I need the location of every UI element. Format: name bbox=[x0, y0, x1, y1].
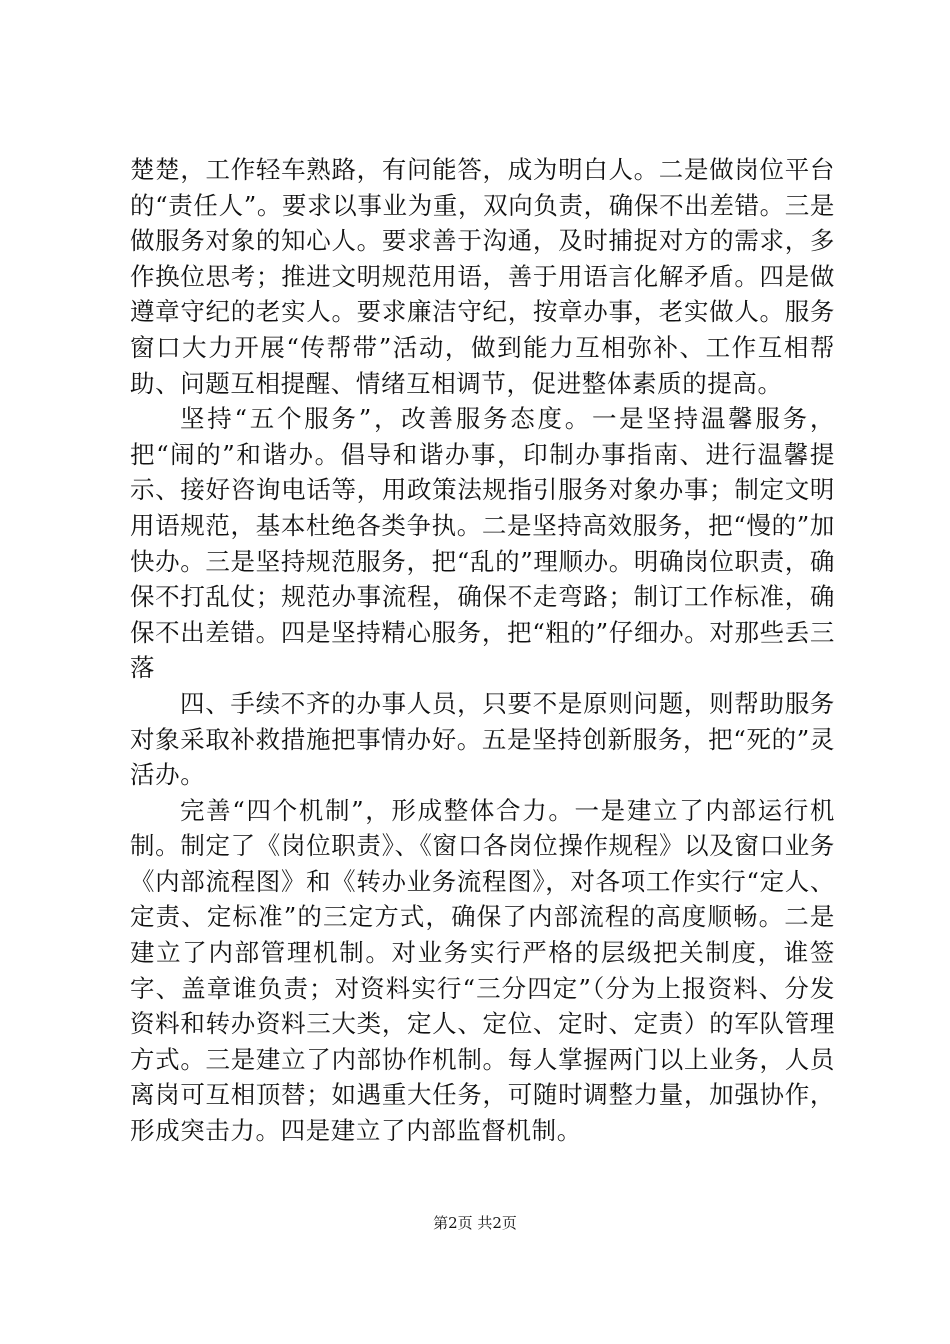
paragraph-four-mechanisms: 完善“四个机制”，形成整体合力。一是建立了内部运行机制。制定了《岗位职责》、《窗口各岗位操作规程》以及窗口业务《内部流程图》和《转办业务流程图》，对各项工作实行“定人、定责、定标准”的三定方式，确保了内部流程的高度顺畅。二是建立了内部管理机制。对业务实行严格的层级把关制度，谁签字、盖章谁负责；对资料实行“三分四定”（分为上报资料、分发资料和转办资料三大类，定人、定位、定时、定责）的军队管理方式。三是建立了内部协作机制。每人掌握两门以上业务，人员离岗可互相顶替；如遇重大任务，可随时调整力量，加强协作，形成突击力。四是建立了内部监督机制。 bbox=[130, 795, 835, 1146]
page-number-footer: 第2页 共2页 bbox=[433, 1214, 517, 1232]
paragraph-five-services: 坚持“五个服务”，改善服务态度。一是坚持温馨服务，把“闹的”和谐办。倡导和谐办事，印制办事指南、进行温馨提示、接好咨询电话等，用政策法规指引服务对象办事；制定文明用语规范，基本杜绝各类争执。二是坚持高效服务，把“慢的”加快办。三是坚持规范服务，把“乱的”理顺办。明确岗位职责，确保不打乱仗；规范办事流程，确保不走弯路；制订工作标准，确保不出差错。四是坚持精心服务，把“粗的”仔细办。对那些丢三落 bbox=[130, 404, 835, 683]
document-body bbox=[130, 152, 835, 1149]
paragraph-incomplete-procedures: 四、手续不齐的办事人员，只要不是原则问题，则帮助服务对象采取补救措施把事情办好。五是坚持创新服务，把“死的”灵活办。 bbox=[130, 688, 835, 790]
paragraph-continuation: 楚楚，工作轻车熟路，有问能答，成为明白人。二是做岗位平台的“责任人”。要求以事业为重，双向负责，确保不出差错。三是做服务对象的知心人。要求善于沟通，及时捕捉对方的需求，多作换位思考；推进文明规范用语，善于用语言化解矛盾。四是做遵章守纪的老实人。要求廉洁守纪，按章办事，老实做人。服务窗口大力开展“传帮带”活动，做到能力互相弥补、工作互相帮助、问题互相提醒、情绪互相调节，促进整体素质的提高。 bbox=[130, 155, 835, 398]
